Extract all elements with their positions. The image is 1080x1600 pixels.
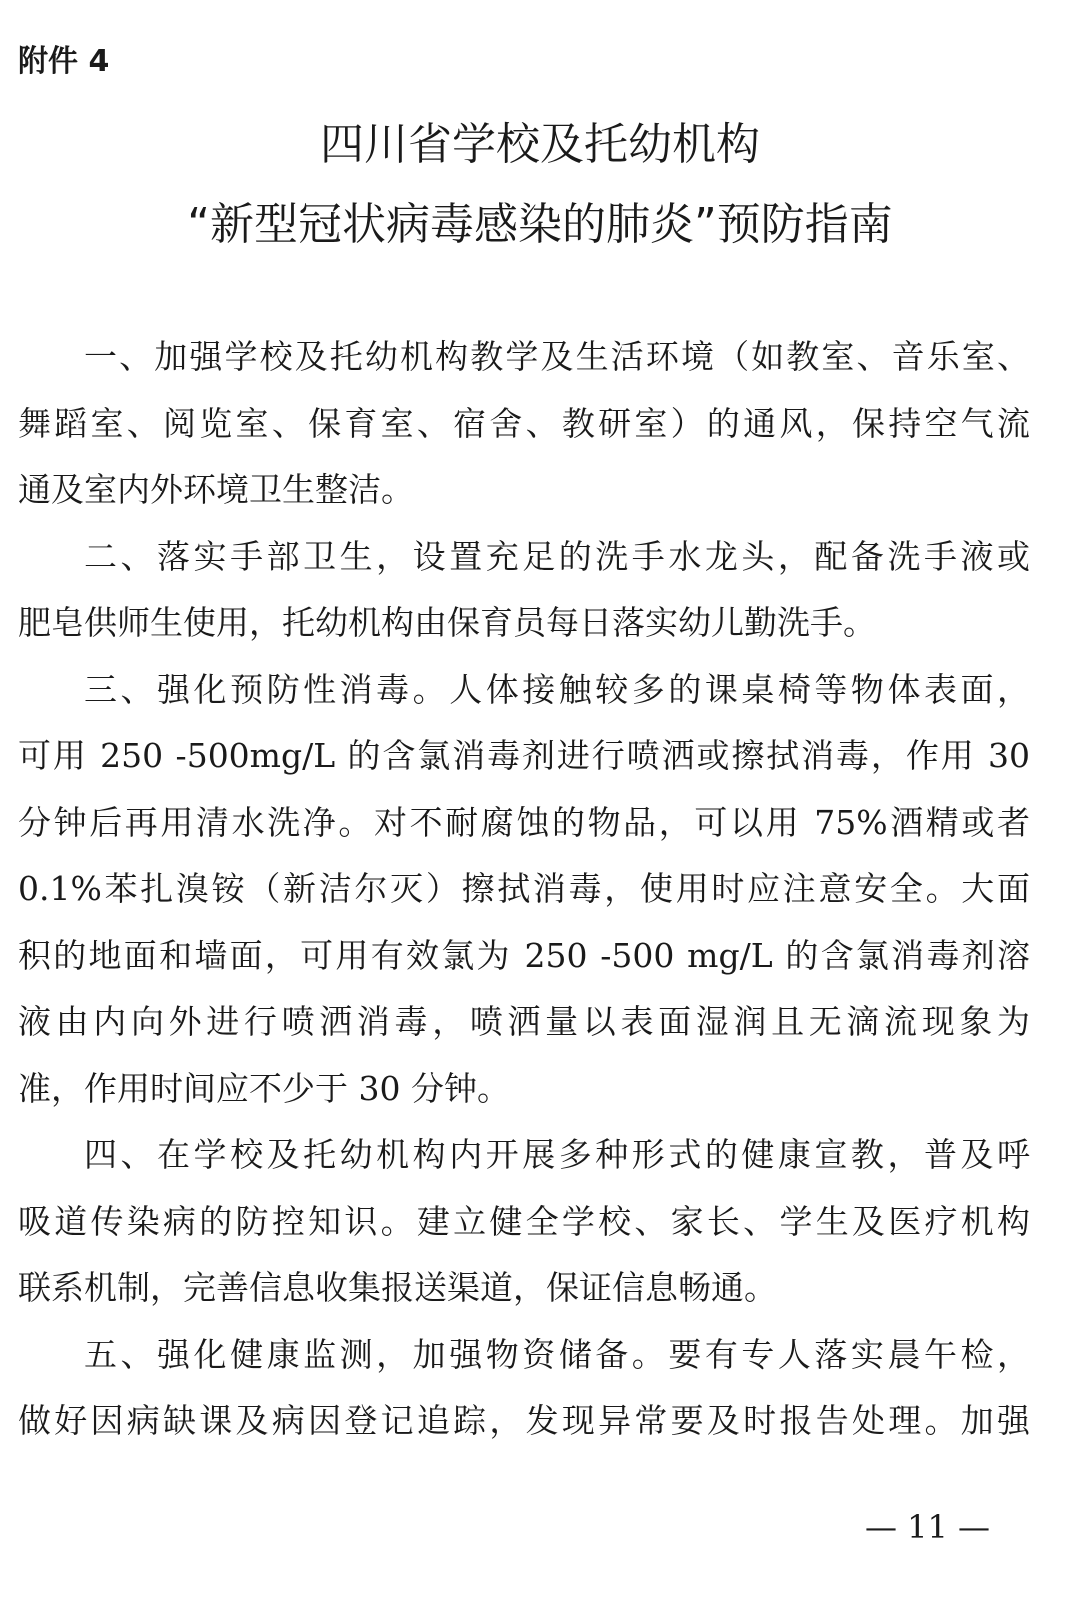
document-title-line-1: 四川省学校及托幼机构 bbox=[320, 119, 760, 170]
page-number: — 11 — bbox=[864, 1508, 990, 1546]
paragraph-line: 做好因病缺课及病因登记追踪，发现异常要及时报告处理。加强 bbox=[18, 1401, 1030, 1440]
paragraph-line: 吸道传染病的防控知识。建立健全学校、家长、学生及医疗机构 bbox=[18, 1201, 1030, 1241]
document-body bbox=[18, 332, 1030, 1463]
paragraph-line: 准，作用时间应不少于 30 分钟。 bbox=[18, 1068, 510, 1108]
paragraph-line: 联系机制，完善信息收集报送渠道，保证信息畅通。 bbox=[18, 1268, 777, 1307]
paragraph-line: 二、落实手部卫生，设置充足的洗手水龙头，配备洗手液或 bbox=[84, 536, 1030, 576]
paragraph-line: 液由内向外进行喷洒消毒，喷洒量以表面湿润且无滴流现象为 bbox=[18, 1002, 1030, 1041]
paragraph-line: 积的地面和墙面，可用有效氯为 250 -500 mg/L 的含氯消毒剂溶 bbox=[18, 935, 1030, 975]
paragraph-line: 0.1%苯扎溴铵（新洁尔灭）擦拭消毒，使用时应注意安全。大面 bbox=[18, 869, 1030, 908]
document-title-line-2: “新型冠状病毒感染的肺炎”预防指南 bbox=[187, 199, 893, 250]
paragraph-line: 分钟后再用清水洗净。对不耐腐蚀的物品，可以用 75%酒精或者 bbox=[18, 802, 1030, 842]
paragraph-line: 一、加强学校及托幼机构教学及生活环境（如教室、音乐室、 bbox=[84, 337, 1030, 376]
paragraph-line: 通及室内外环境卫生整洁。 bbox=[18, 470, 414, 509]
paragraph-line: 四、在学校及托幼机构内开展多种形式的健康宣教，普及呼 bbox=[84, 1135, 1030, 1174]
paragraph-line: 三、强化预防性消毒。人体接触较多的课桌椅等物体表面， bbox=[84, 669, 1030, 709]
attachment-label: 附件 4 bbox=[18, 44, 110, 79]
paragraph-line: 五、强化健康监测，加强物资储备。要有专人落实晨午检， bbox=[84, 1334, 1030, 1374]
paragraph-line: 肥皂供师生使用，托幼机构由保育员每日落实幼儿勤洗手。 bbox=[18, 603, 876, 642]
paragraph-line: 可用 250 -500mg/L 的含氯消毒剂进行喷洒或擦拭消毒，作用 30 bbox=[18, 736, 1030, 775]
paragraph-line: 舞蹈室、阅览室、保育室、宿舍、教研室）的通风，保持空气流 bbox=[18, 403, 1030, 443]
